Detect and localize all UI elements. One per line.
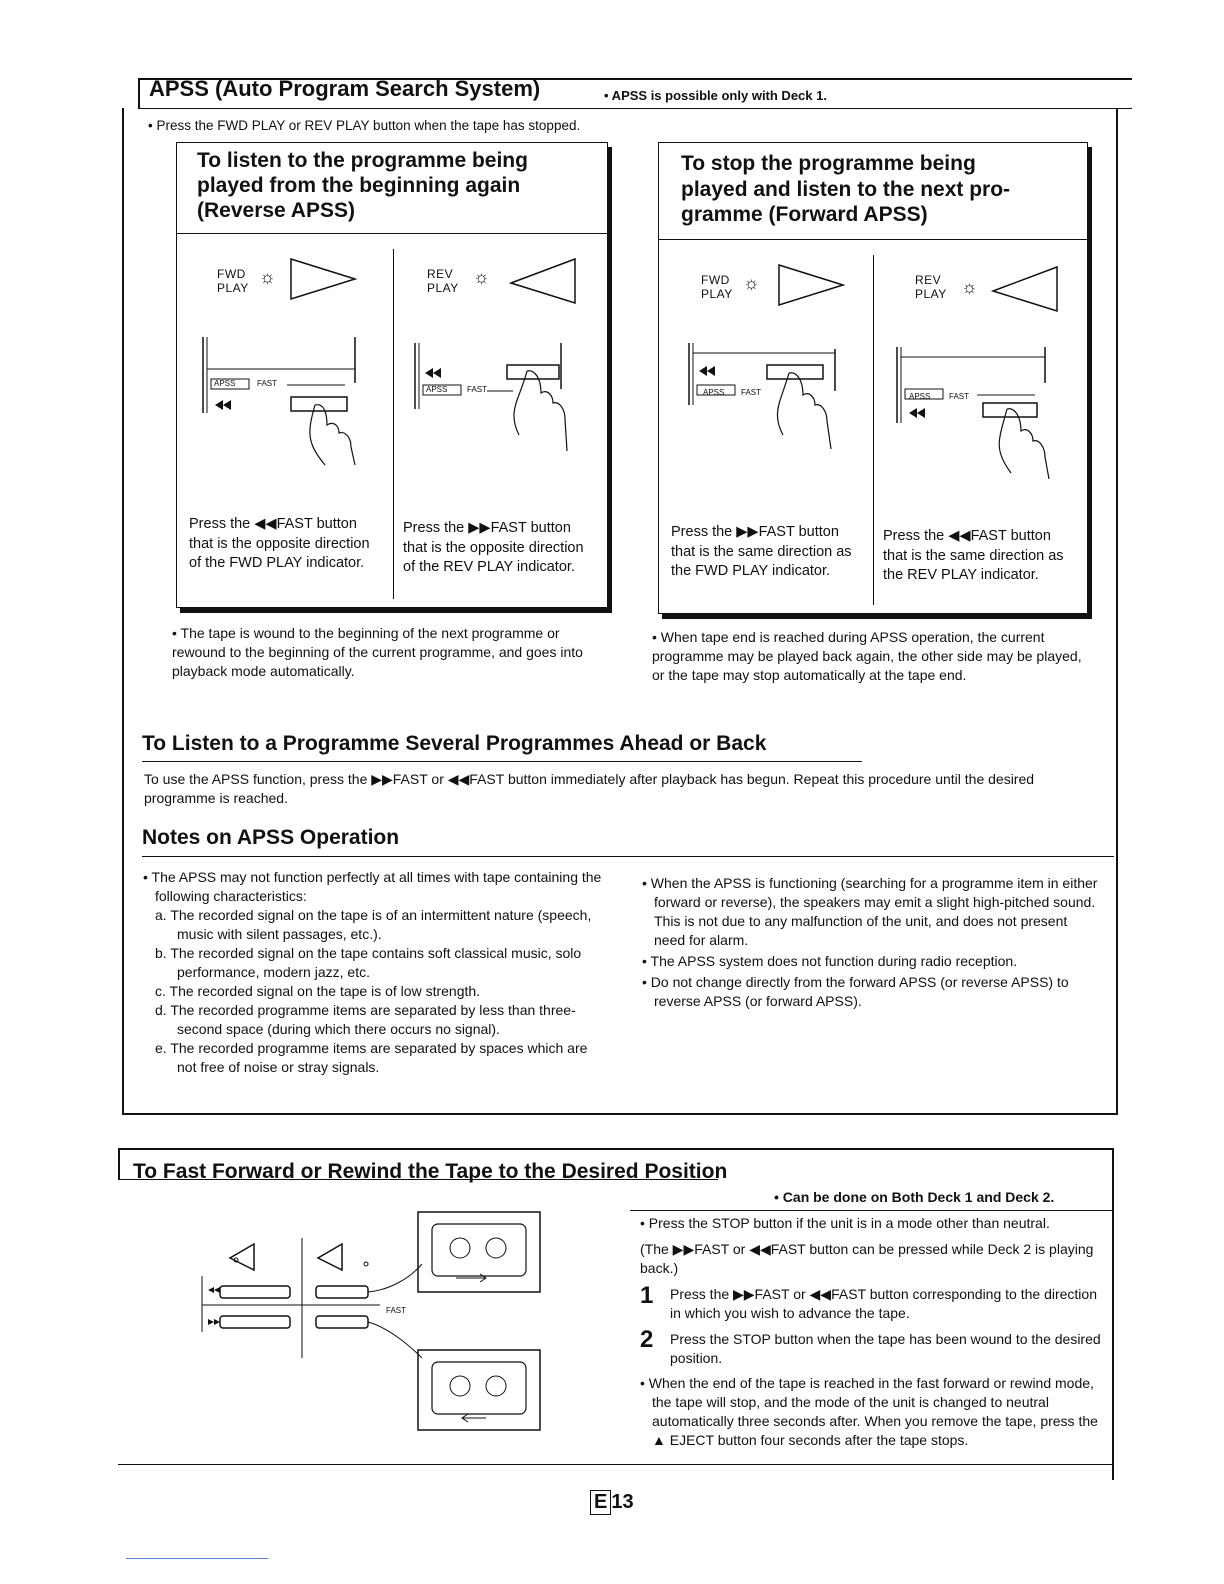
forward-right-caption: Press the ◀◀FAST button that is the same direction as the REV PLAY indicator. — [883, 528, 1064, 583]
indicator-light-icon: ☼ — [743, 273, 760, 293]
fwd-play-button-icon — [775, 261, 847, 309]
fastfwd-paren-note: (The ▶▶FAST or ◀◀FAST button can be pressed while Deck 2 is playing back.) — [640, 1241, 1094, 1276]
fast-forward-press-illustration — [411, 339, 591, 469]
play-label: PLAY — [701, 287, 733, 301]
fastfwd-deck-note: • Can be done on Both Deck 1 and Deck 2. — [774, 1189, 1055, 1205]
apss-label: APSS — [426, 385, 448, 394]
rev-play-button-icon — [989, 263, 1061, 315]
reverse-apss-note: • The tape is wound to the beginning of the next programme or rewound to the beginning of the current programme, and goes into playback mode automatically. — [172, 625, 583, 679]
notes-left-intro: • The APSS may not function perfectly at all times with tape containing the following characteristics: — [143, 869, 602, 904]
forward-column-divider — [873, 255, 874, 605]
several-programmes-underline — [142, 761, 862, 762]
fast-label: FAST — [741, 388, 762, 397]
play-label: PLAY — [427, 281, 459, 295]
play-label: PLAY — [915, 287, 947, 301]
apss-frame-left-top — [138, 78, 140, 108]
apss-label: APSS — [214, 379, 236, 388]
apss-title-underline — [138, 108, 1132, 109]
fastfwd-note-underline — [630, 1210, 1114, 1211]
forward-apss-note: • When tape end is reached during APSS operation, the current programme may be played back again, the other side may be played, or the tape may stop automatically at the tape end. — [652, 629, 1082, 683]
step-1-number: 1 — [640, 1282, 654, 1309]
play-label: PLAY — [217, 281, 249, 295]
page-number — [590, 1490, 634, 1515]
fastfwd-frame-left — [118, 1148, 120, 1180]
indicator-light-icon: ☼ — [473, 267, 490, 287]
reverse-heading-divider — [177, 233, 607, 234]
fast-label: FAST — [257, 379, 278, 388]
fastfwd-stop-note: • Press the STOP button if the unit is in a mode other than neutral. — [640, 1215, 1050, 1231]
notes-right-item-3: • Do not change directly from the forward APSS (or reverse APSS) to reverse APSS (or forward APSS). — [642, 974, 1069, 1009]
notes-title: Notes on APSS Operation — [142, 826, 400, 849]
step-2-text: Press the STOP button when the tape has been wound to the desired position. — [670, 1331, 1101, 1366]
fast-label: FAST — [949, 392, 970, 401]
apss-deck-note: • APSS is possible only with Deck 1. — [604, 88, 827, 103]
apss-label: APSS — [909, 392, 931, 401]
reverse-column-divider — [393, 249, 394, 599]
several-programmes-title: To Listen to a Programme Several Programmes Ahead or Back — [142, 732, 767, 755]
step-2-number: 2 — [640, 1326, 654, 1353]
notes-item-d: d. The recorded programme items are separated by less than three-second space (during which there occurs no signal). — [155, 1002, 576, 1037]
notes-item-b: b. The recorded signal on the tape contains soft classical music, solo performance, modern jazz, etc. — [155, 945, 582, 980]
reverse-heading-line-3: (Reverse APSS) — [197, 199, 355, 222]
fastfwd-frame-bottom — [118, 1464, 1114, 1465]
fastfwd-frame-right — [1112, 1148, 1114, 1480]
fastfwd-frame-top — [118, 1148, 1114, 1150]
apss-frame-bottom — [122, 1113, 1118, 1115]
apss-title: APSS (Auto Program Search System) — [149, 76, 541, 101]
footer-blue-line — [126, 1558, 268, 1559]
notes-item-e: e. The recorded programme items are separated by spaces which are not free of noise or stray signals. — [155, 1040, 588, 1075]
indicator-light-icon: ☼ — [961, 277, 978, 297]
apss-frame-left — [122, 108, 124, 1114]
notes-right-item-2: • The APSS system does not function during radio reception. — [642, 953, 1018, 969]
forward-heading-line-3: gramme (Forward APSS) — [681, 203, 928, 226]
fastfwd-fast-label: FAST — [386, 1306, 407, 1315]
forward-heading-line-1: To stop the programme being — [681, 152, 976, 175]
page-badge: E — [590, 1490, 611, 1515]
apss-intro: • Press the FWD PLAY or REV PLAY button when the tape has stopped. — [148, 118, 581, 133]
notes-item-a: a. The recorded signal on the tape is of an intermittent nature (speech, music with silent passages, etc.). — [155, 907, 592, 942]
notes-right-item-1: • When the APSS is functioning (searching for a programme item in either forward or reverse), the speakers may emit a slight high-pitched sound. This is not due to any malfunction of the unit, and does not present need for alarm. — [642, 875, 1098, 948]
notes-title-underline — [142, 856, 1114, 857]
several-programmes-text: To use the APSS function, press the ▶▶FAST or ◀◀FAST button immediately after playback has begun. Repeat this procedure until the desired programme is reached. — [144, 771, 1035, 806]
reverse-heading-line-1: To listen to the programme being — [197, 149, 528, 172]
rewind-press-illustration — [893, 343, 1073, 493]
forward-left-caption: Press the ▶▶FAST button that is the same direction as the FWD PLAY indicator. — [671, 524, 852, 579]
forward-heading-line-2: played and listen to the next pro- — [681, 178, 1011, 201]
notes-left-column — [143, 868, 605, 1077]
apss-frame-right — [1116, 108, 1118, 1114]
indicator-light-icon: ☼ — [259, 267, 276, 287]
fwd-label: FWD — [701, 273, 730, 287]
forward-heading-divider — [659, 239, 1087, 240]
notes-item-c: c. The recorded signal on the tape is of low strength. — [155, 983, 481, 999]
deck-fast-buttons-illustration — [190, 1208, 550, 1438]
page-number-value: 13 — [611, 1491, 634, 1513]
step-1-text: Press the ▶▶FAST or ◀◀FAST button corresponding to the direction in which you wish to advance the tape. — [670, 1286, 1097, 1321]
apss-label: APSS — [703, 388, 725, 397]
forward-apss-box — [658, 142, 1088, 614]
rewind-press-illustration — [199, 333, 379, 473]
reverse-right-caption: Press the ▶▶FAST button that is the opposite direction of the REV PLAY indicator. — [403, 520, 584, 575]
fwd-label: FWD — [217, 267, 246, 281]
fast-label: FAST — [467, 385, 488, 394]
fastfwd-title: To Fast Forward or Rewind the Tape to the Desired Position — [133, 1160, 728, 1183]
reverse-apss-box — [176, 142, 608, 608]
reverse-heading-line-2: played from the beginning again — [197, 174, 521, 197]
fastfwd-end-note: • When the end of the tape is reached in the fast forward or rewind mode, the tape will stop, and the mode of the unit is changed to neutral automatically three seconds after. When you remove the tape, press the ▲ EJECT button four seconds after the tape stops. — [640, 1375, 1098, 1448]
rev-label: REV — [427, 267, 454, 281]
fast-forward-press-illustration — [685, 339, 865, 469]
rev-label: REV — [915, 273, 942, 287]
notes-right-column — [642, 874, 1102, 1011]
rev-play-button-icon — [507, 255, 579, 307]
reverse-left-caption: Press the ◀◀FAST button that is the opposite direction of the FWD PLAY indicator. — [189, 516, 370, 571]
fwd-play-button-icon — [287, 255, 359, 303]
